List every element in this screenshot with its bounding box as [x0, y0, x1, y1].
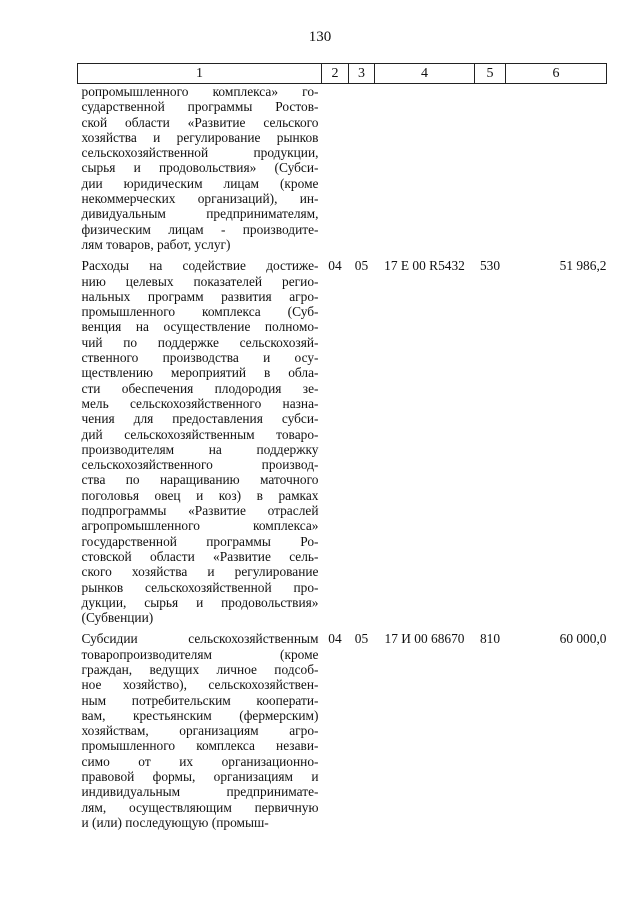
table-row	[78, 631, 607, 836]
description-line: правовой формы, организациям и	[81, 769, 319, 785]
amount-value: 60 000,0	[559, 631, 607, 647]
column-header-5: 5	[475, 64, 506, 84]
description-line: дий сельскохозяйственным товаро-	[81, 426, 319, 442]
description-line: физическим лицам - производите-	[81, 221, 319, 237]
description-line: ского хозяйства и регулирование	[81, 564, 319, 580]
description-line: ственного производства и осу-	[81, 350, 319, 366]
description-line: промышленного комплекса (Суб-	[81, 304, 319, 320]
amount-value: 51 986,2	[559, 258, 607, 274]
column-header-2: 2	[322, 64, 349, 84]
description-line: индивидуальным предпринимате-	[81, 784, 319, 800]
row-description	[78, 84, 322, 259]
description-line: сельскохозяйственной продукции,	[81, 145, 319, 161]
section-code: 04	[328, 258, 342, 274]
target-article-code: 17 Е 00 R5432	[384, 258, 465, 274]
description-line: Расходы на содействие достиже-	[81, 258, 319, 274]
target-article-code	[375, 84, 475, 259]
subsection-code: 05	[354, 631, 369, 647]
description-line: ропромышленного комплекса» го-	[81, 84, 319, 99]
description-line: венция на осуществление полномо-	[81, 319, 319, 335]
description-line: ное хозяйство), сельскохозяйствен-	[81, 677, 319, 693]
target-article-code: 17 И 00 68670	[384, 631, 465, 647]
description-line: сырья и продовольствия» (Субси-	[81, 160, 319, 176]
expense-type-code: 810	[479, 631, 501, 647]
description-line: производителям на поддержку	[81, 441, 319, 457]
description-line: чения для предоставления субси-	[81, 411, 319, 427]
column-header-3: 3	[349, 64, 375, 84]
description-line: дии юридическим лицам (кроме	[81, 175, 319, 191]
description-line: некоммерческих организаций), ин-	[81, 191, 319, 207]
description-line: ным потребительским кооперати-	[81, 692, 319, 708]
column-header-6: 6	[506, 64, 607, 84]
column-header-4: 4	[375, 64, 475, 84]
description-line: ской области «Развитие сельского	[81, 114, 319, 130]
description-line: (Субвенции)	[81, 610, 154, 626]
description-line: государственной программы Ро-	[81, 533, 319, 549]
description-line: граждан, ведущих личное подсоб-	[81, 661, 319, 677]
section-code	[322, 84, 349, 259]
description-line: лям товаров, работ, услуг)	[81, 236, 231, 252]
table-row	[78, 84, 607, 259]
row-description	[78, 631, 322, 836]
section-code: 04	[328, 631, 342, 647]
expense-type-code: 530	[479, 258, 501, 274]
description-line: дивидуальным предпринимателям,	[81, 206, 319, 222]
table-row	[78, 258, 607, 631]
description-line: подпрограммы «Развитие отраслей	[81, 503, 319, 519]
subsection-code: 05	[354, 258, 369, 274]
page-number: 130	[308, 29, 332, 45]
description-line: чий по поддержке сельскохозяй-	[81, 334, 319, 350]
description-line: сударственной программы Ростов-	[81, 99, 319, 115]
description-line: сти обеспечения плодородия зе-	[81, 380, 319, 396]
description-line: сельскохозяйственного производ-	[81, 457, 319, 473]
description-line: хозяйствам, организациям агро-	[81, 723, 319, 739]
description-line: лям, осуществляющим первичную	[81, 799, 319, 815]
description-line: агропромышленного комплекса»	[81, 518, 319, 534]
description-line: ществлению мероприятий в обла-	[81, 365, 319, 381]
column-header-1: 1	[78, 64, 322, 84]
description-line: рынков сельскохозяйственной про-	[81, 579, 319, 595]
description-line: вам, крестьянским (фермерским)	[81, 707, 319, 723]
description-line: и (или) последующую (промыш-	[81, 814, 269, 830]
description-line: хозяйства и регулирование рынков	[81, 129, 319, 145]
amount-value	[506, 84, 607, 259]
description-line: мель сельскохозяйственного назна-	[81, 395, 319, 411]
description-line: Субсидии сельскохозяйственным	[81, 631, 319, 647]
description-line: дукции, сырья и продовольствия»	[81, 594, 319, 610]
row-description	[78, 258, 322, 631]
description-line: поголовья овец и коз) в рамках	[81, 487, 319, 503]
budget-table	[77, 63, 607, 836]
description-line: нальных программ развития агро-	[81, 288, 319, 304]
description-line: промышленного комплекса незави-	[81, 738, 319, 754]
description-line: симо от их организационно-	[81, 753, 319, 769]
table-header	[78, 64, 607, 84]
description-line: товаропроизводителям (кроме	[81, 646, 319, 662]
table-body	[78, 84, 607, 837]
expense-type-code	[475, 84, 506, 259]
description-line: ства по наращиванию маточного	[81, 472, 319, 488]
subsection-code	[349, 84, 375, 259]
description-line: нию целевых показателей регио-	[81, 273, 319, 289]
description-line: стовской области «Развитие сель-	[81, 548, 319, 564]
